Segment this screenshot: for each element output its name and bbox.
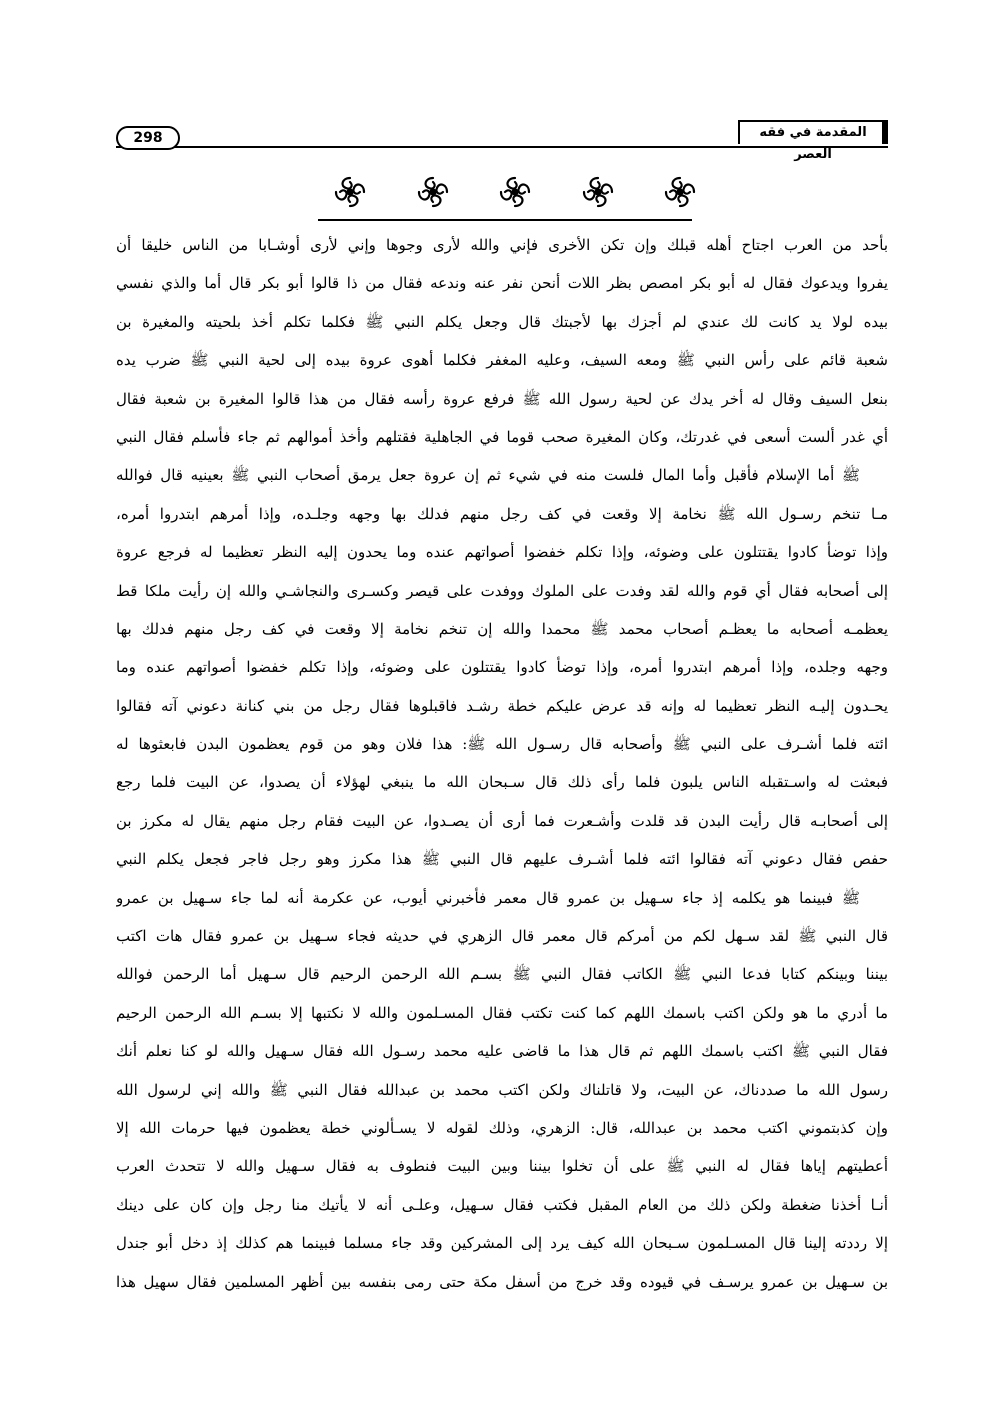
text-line: أي غدر ألست أسعى في غدرتك، وكان المغيرة صحب قوما في الجاهلية فقتلهم وأخذ أموالهم ثم جاء فأسلم فقال النبي xyxy=(116,427,888,446)
text-line: حفص فقال دعوني آته فقالوا ائته فلما أشـرف عليهم قال النبي ﷺ هذا مكرز وهو رجل فاجر فجعل يكلم النبي xyxy=(116,850,888,869)
body-text xyxy=(116,226,888,1301)
floral-ornament-icon xyxy=(330,172,370,212)
text-line: بن سـهيل بن عمرو يرسـف في قيوده وقد خرج من أسفل مكة حتى رمى بنفسه بين أظهر المسلمين فقال سهيل هذا xyxy=(116,1272,888,1291)
text-line: بيده لولا يد كانت لك عندي لم أجزك بها لأجبتك قال وجعل يكلم النبي ﷺ فكلما تكلم أخذ بلحيته والمغيرة بن xyxy=(116,312,888,331)
text-line: إلى أصحابـه قال رأيت البدن قد قلدت وأشـعرت فما أرى أن يصـدوا، عن البيت فقام رجل منهم يقال له مكرز بن xyxy=(116,811,888,830)
text-line: بيننا وبينكم كتابا فدعا النبي ﷺ الكاتب فقال النبي ﷺ بسـم الله الرحمن الرحيم قال سـهيل أما الرحمن فوالله xyxy=(116,965,888,984)
text-line: يعظمـه أصحابه ما يعظـم أصحاب محمد ﷺ محمدا والله إن تنخم نخامة إلا وقعت في كف رجل منهم فدلك بها xyxy=(116,619,888,638)
text-line: فبعثت له واسـتقبله الناس يلبون فلما رأى ذلك قال سـبحان الله ما ينبغي لهؤلاء أن يصدوا، عن البيت فلما رجع xyxy=(116,773,888,792)
floral-ornament-icon xyxy=(660,172,700,212)
text-line: يحـدون إليـه النظر تعظيما له وإنه قد عرض عليكم خطة رشـد فاقبلوها فقال رجل من بني كنانة دعوني آته فقالوا xyxy=(116,696,888,715)
text-line: وجهه وجلده، وإذا أمرهم ابتدروا أمره، وإذا توضأ كادوا يقتتلون على وضوئه، وإذا تكلم خفضوا أصواتهم عنده وما xyxy=(116,658,888,677)
text-line: بأحد من العرب اجتاح أهله قبلك وإن تكن الأخرى فإني والله لأرى وجوها وإني لأرى أوشـابا من الناس خليقا أن xyxy=(116,236,888,254)
book-title: المقدمة في فقه العصر xyxy=(738,120,888,144)
text-line: وإذا توضأ كادوا يقتتلون على وضوئه، وإذا تكلم خفضوا أصواتهم عنده وما يحدون إليه النظر تعظيما له فرجع عروة xyxy=(116,543,888,562)
text-line: ﷺ أما الإسلام فأقبل وأما المال فلست منه في شيء ثم إن عروة جعل يرمق أصحاب النبي ﷺ بعينيه قال فوالله xyxy=(116,466,860,485)
ornament-divider xyxy=(330,170,700,214)
page-number: 298 xyxy=(116,126,180,150)
text-line: فقال النبي ﷺ اكتب باسمك اللهم ثم قال هذا ما قاضى عليه محمد رسـول الله فقال سـهيل والله لو كنا نعلم أنك xyxy=(116,1042,888,1061)
text-line: وإن كذبتموني اكتب محمد بن عبدالله، قال: الزهري، وذلك لقوله لا يسـألوني خطة يعظمون فيها حرمات الله إلا xyxy=(116,1118,888,1137)
text-line: ﷺ فبينما هو يكلمه إذ جاء سـهيل بن عمرو قال معمر فأخبرني أيوب، عن عكرمة أنه لما جاء سـهيل بن عمرو xyxy=(116,888,860,907)
text-line: ما أدري ما هو ولكن اكتب باسمك اللهم كما كنت تكتب فقال المسـلمون والله لا نكتبها إلا بسـم الله الرحمن الرحيم xyxy=(116,1003,888,1022)
text-line: بنعل السيف وقال له أخر يدك عن لحية رسول الله ﷺ فرفع عروة رأسه فقال من هذا قالوا المغيرة بن شعبة فقال xyxy=(116,389,888,408)
text-line: أنـا أخذنا ضغطة ولكن ذلك من العام المقبل فكتب فقال سـهيل، وعلـى أنه لا يأتيك منا رجل وإن كان على دينك xyxy=(116,1195,888,1214)
ornament-rule xyxy=(318,219,692,221)
text-line: يفروا ويدعوك فقال له أبو بكر امصص بظر اللات أنحن نفر عنه وندعه فقال من ذا قالوا أبو بكر قال أما والذي نفسي xyxy=(116,274,888,293)
text-line: أعطيتهم إياها فقال له النبي ﷺ على أن تخلوا بيننا وبين البيت فنطوف به فقال سـهيل والله لا تتحدث العرب xyxy=(116,1157,888,1176)
text-line: رسول الله ما صددناك، عن البيت، ولا قاتلناك ولكن اكتب محمد بن عبدالله فقال النبي ﷺ والله إني لرسول الله xyxy=(116,1080,888,1099)
floral-ornament-icon xyxy=(413,172,453,212)
text-line: ائته فلما أشـرف على النبي ﷺ وأصحابه قال رسـول الله ﷺ: هذا فلان وهو من قوم يعظمون البدن فابعثوها له xyxy=(116,735,888,754)
text-line: إلا رددته إلينا قال المسـلمون سـبحان الله كيف يرد إلى المشركين وقد جاء مسلما فبينما هم كذلك إذ دخل أبو جندل xyxy=(116,1234,888,1253)
text-line: إلى أصحابه فقال أي قوم والله لقد وفدت على الملوك ووفدت على قيصر وكسـرى والنجاشـي والله إن رأيت ملكا قط xyxy=(116,581,888,600)
text-line: شعبة قائم على رأس النبي ﷺ ومعه السيف، وعليه المغفر فكلما أهوى عروة بيده إلى لحية النبي ﷺ ضرب يده xyxy=(116,351,888,370)
text-line: قال النبي ﷺ لقد سـهل لكم من أمركم قال معمر قال الزهري في حديثه فجاء سـهيل بن عمرو فقال هات اكتب xyxy=(116,927,888,946)
page-header xyxy=(116,120,888,162)
header-rule xyxy=(116,146,888,148)
text-line: مـا تنخم رسـول الله ﷺ نخامة إلا وقعت في كف رجل منهم فدلك بها وجهه وجلـده، وإذا أمرهم ابتدروا أمره، xyxy=(116,504,888,523)
floral-ornament-icon xyxy=(578,172,618,212)
floral-ornament-icon xyxy=(495,172,535,212)
